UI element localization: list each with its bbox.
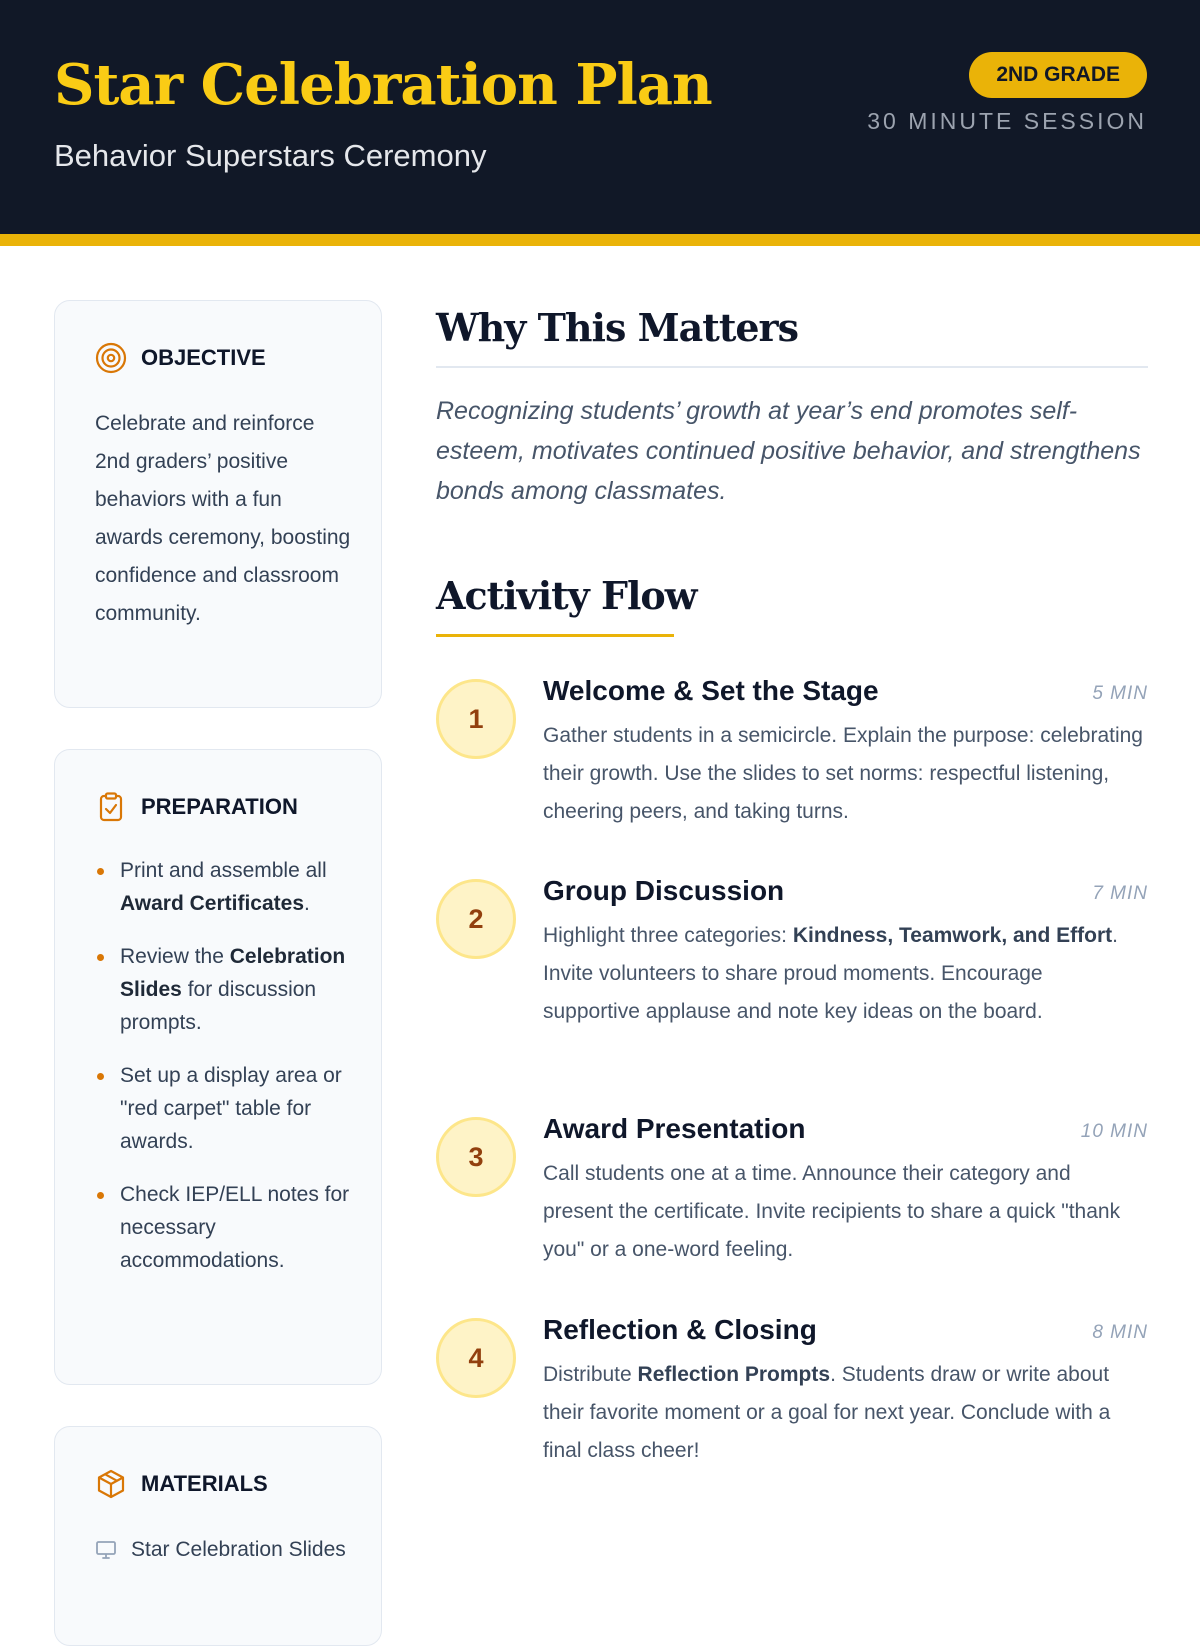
objective-text: Celebrate and reinforce 2nd graders’ positive behaviors with a fun awards ceremony, boosting confidence and classroom community. [95,412,351,625]
item-text-end: . [304,892,310,915]
why-heading: Why This Matters [436,305,798,350]
step-number-badge: 2 [436,879,516,959]
step-duration: 10 MIN [1080,1121,1148,1142]
step-number-badge: 1 [436,679,516,759]
step-duration: 7 MIN [1092,883,1148,904]
target-icon [95,342,127,374]
step-number-badge: 3 [436,1117,516,1197]
preparation-heading [95,790,298,824]
materials-item-label: Star Celebration Slides [131,1538,346,1561]
item-text: Check IEP/ELL notes for necessary accommodations. [120,1183,350,1272]
step-emphasis: Reflection Prompts [637,1363,831,1386]
list-item [95,854,355,920]
activity-flow-heading: Activity Flow [436,573,697,618]
objective-heading [95,341,266,375]
package-icon [95,1468,127,1500]
step-description [543,1356,1143,1470]
bullet-icon [97,1192,104,1199]
step-title: Award Presentation [543,1113,806,1144]
monitor-icon [95,1539,117,1561]
list-item [95,1059,355,1158]
activity-flow-underline [436,634,674,637]
materials-heading [95,1467,268,1501]
step-text: Distribute [543,1363,638,1386]
bullet-icon [97,954,104,961]
step-title: Group Discussion [543,875,785,906]
item-text: Print and assemble all [120,859,327,882]
item-emphasis: Award Certificates [120,892,305,915]
item-text: Set up a display area or "red carpet" table for awards. [120,1064,342,1153]
header-accent-stripe [0,234,1200,246]
bullet-icon [97,1073,104,1080]
objective-title: OBJECTIVE [141,345,266,370]
step-number-badge: 4 [436,1318,516,1398]
item-emphasis: Celebration Slides [120,945,346,1001]
list-item [95,1178,355,1277]
step-emphasis: Kindness, Teamwork, and Effort [792,924,1113,947]
step-description [543,1155,1143,1269]
clipboard-check-icon [95,791,127,823]
step-text-end: . Students draw or write about their favorite moment or a goal for next year. Conclude with a final class cheer! [543,1363,1111,1462]
why-text: Recognizing students’ growth at year’s end promotes self-esteem, motivates continued positive behavior, and strengthens bonds among classmates. [436,397,1141,505]
preparation-list [95,854,355,1297]
bullet-icon [97,868,104,875]
grade-badge: 2ND GRADE [969,52,1147,98]
materials-card [54,1426,382,1646]
session-length: 30 MINUTE SESSION [867,108,1147,134]
item-text: Review the [120,945,230,968]
step-title: Reflection & Closing [543,1314,817,1345]
preparation-card [54,749,382,1385]
step-text-end: . Invite volunteers to share proud moments. Encourage supportive applause and note key ideas on the board. [543,924,1118,1023]
materials-item [95,1533,355,1566]
list-item [95,940,355,1039]
step-text: Call students one at a time. Announce their category and present the certificate. Invite recipients to share a quick "thank you" or a one-word feeling. [543,1162,1121,1261]
materials-title: MATERIALS [141,1471,268,1496]
step-text: Gather students in a semicircle. Explain the purpose: celebrating their growth. Use the slides to set norms: respectful listening, cheering peers, and taking turns. [543,724,1143,823]
step-description [543,917,1143,1031]
step-description [543,717,1143,831]
step-duration: 5 MIN [1092,683,1148,704]
step-text: Highlight three categories: [543,924,793,947]
divider [436,366,1148,368]
item-text-end: for discussion prompts. [120,978,317,1034]
step-duration: 8 MIN [1092,1322,1148,1343]
header [0,0,1200,234]
step-title: Welcome & Set the Stage [543,675,879,706]
page-title: Star Celebration Plan [54,52,712,118]
preparation-title: PREPARATION [141,794,298,819]
objective-card [54,300,382,708]
page-subtitle: Behavior Superstars Ceremony [54,138,487,173]
